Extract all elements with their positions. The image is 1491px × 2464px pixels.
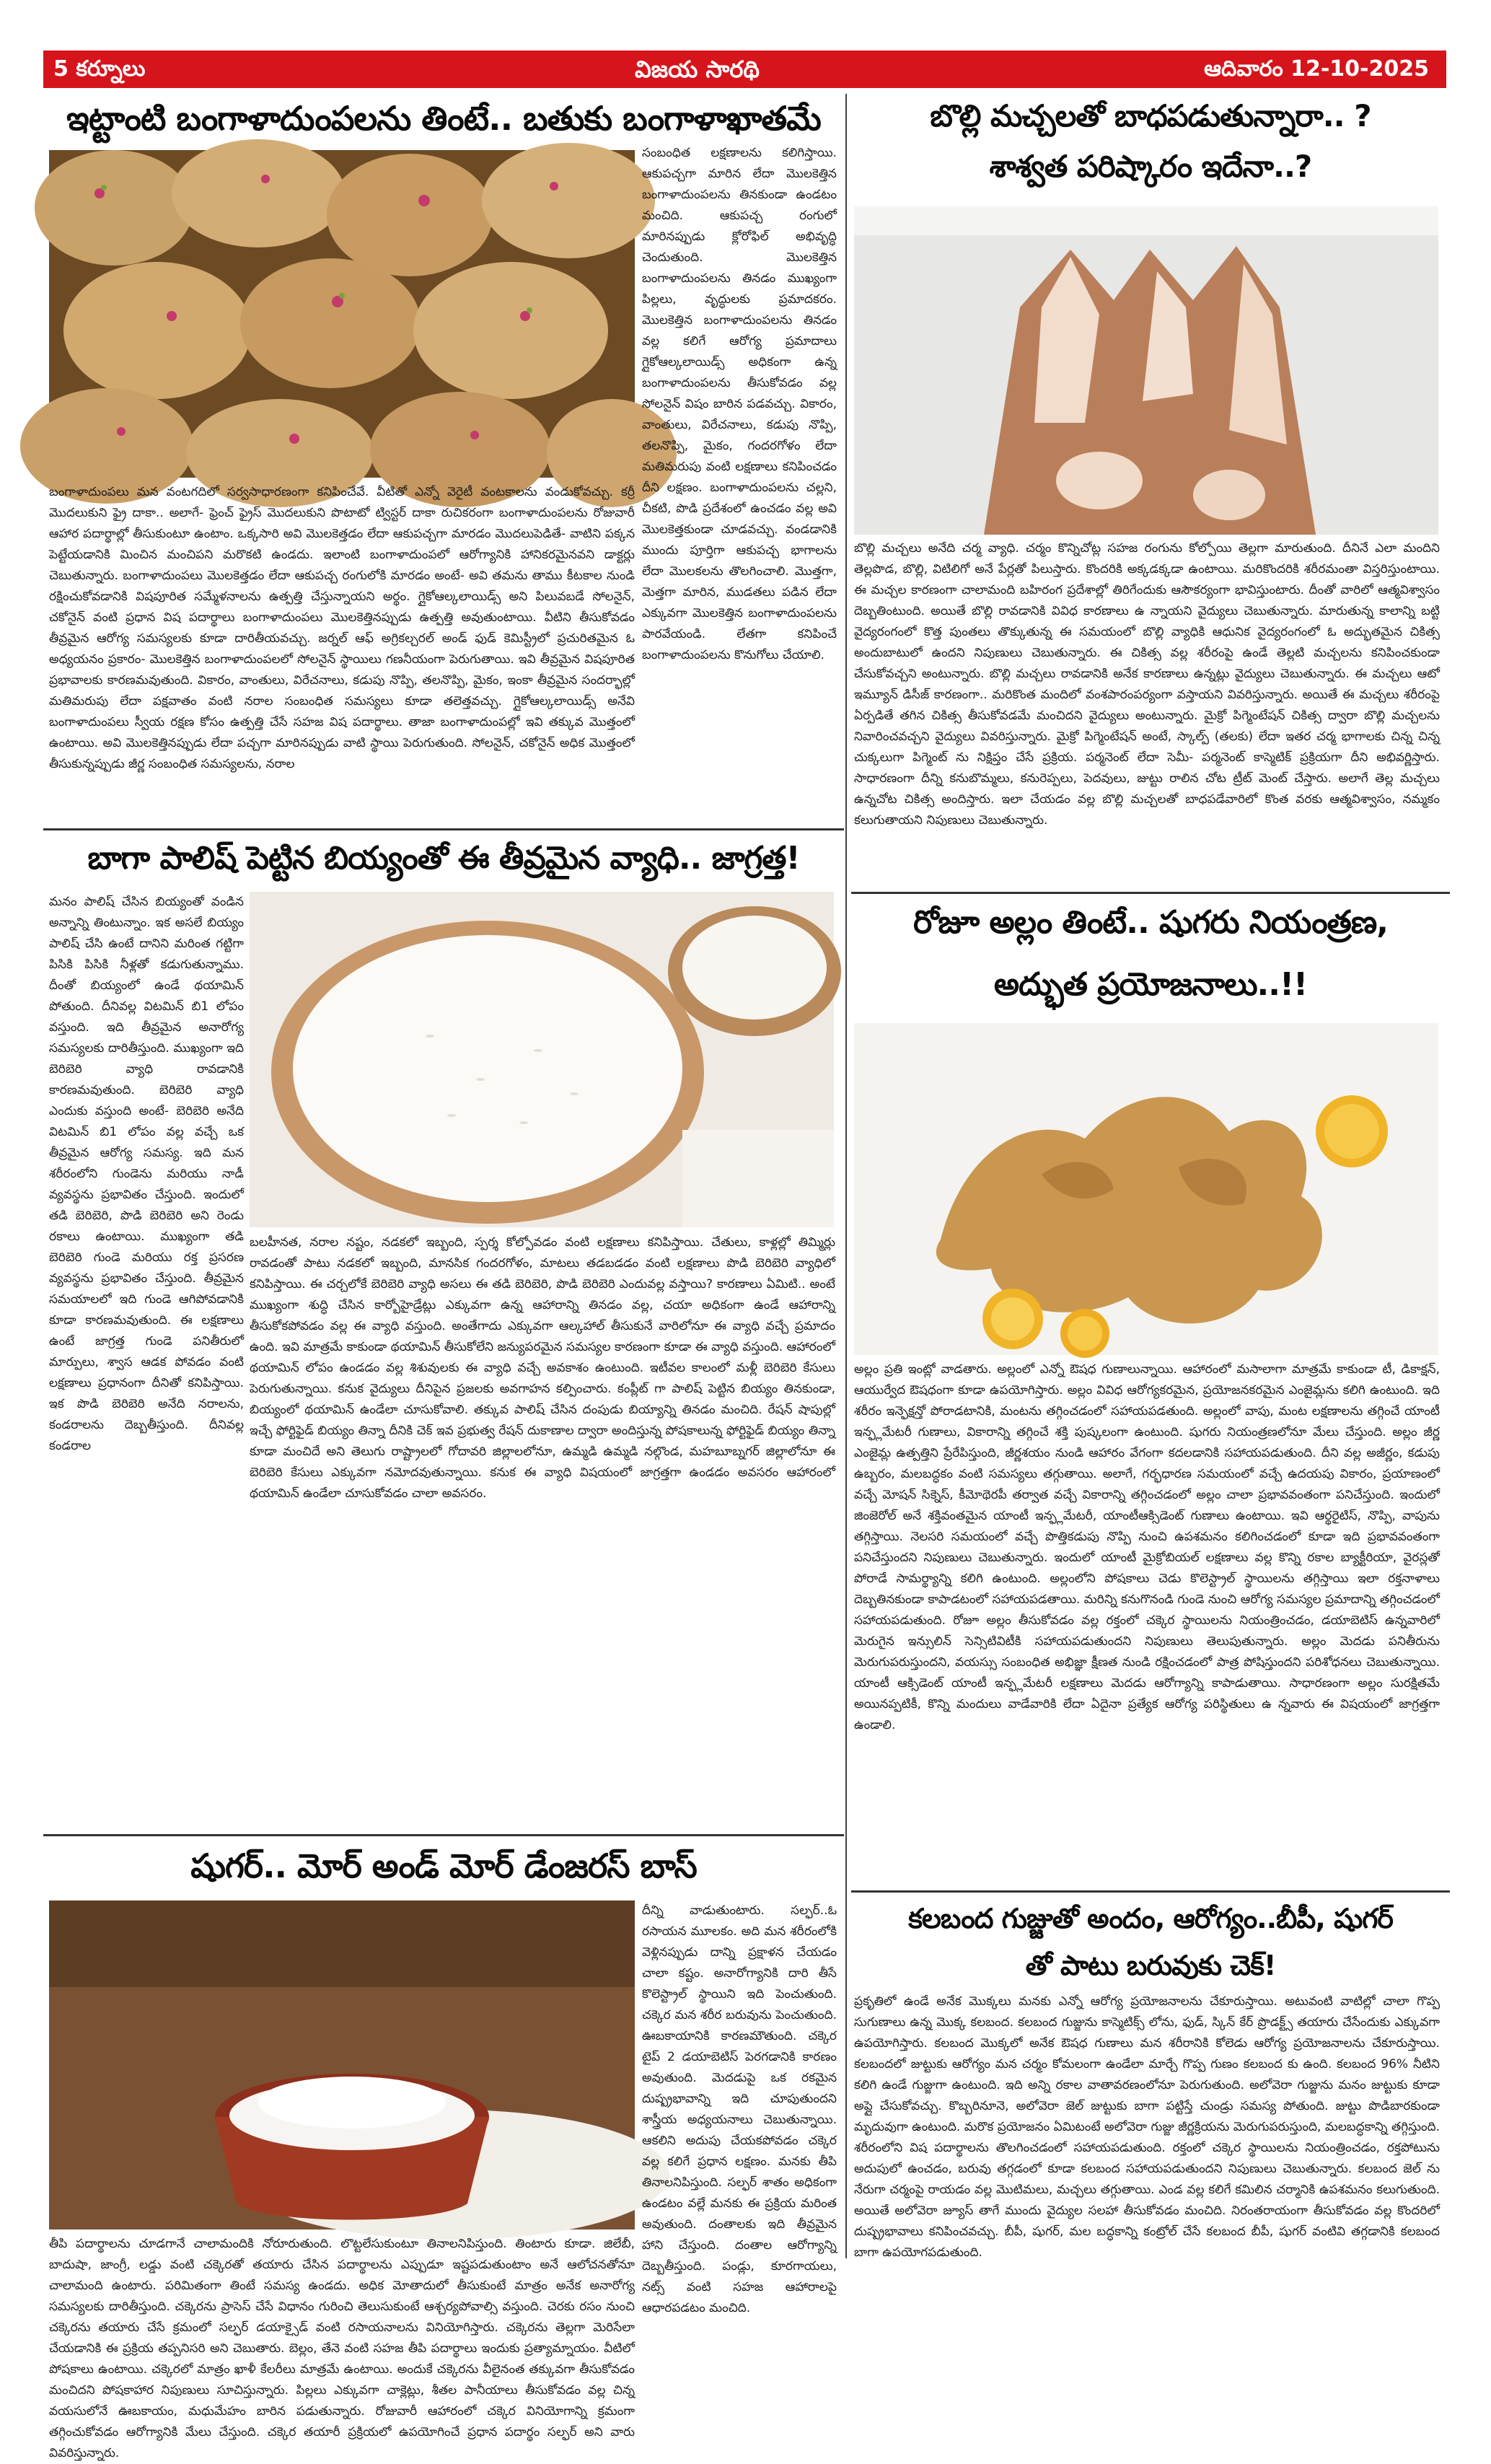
potato-side-column: సంబంధిత లక్షణాలను కలిగిస్తాయి. ఆకుపచ్చగా మారిన లేదా మొలకెత్తిన బంగాళాదుంపలను తినకుండా ఉండటం మంచిది. ఆకుపచ్చ రంగులో మారినప్పుడు క్లోరోఫిల్ అభివృద్ధి చెందుతుంది. మొలకెత్తిన బంగాళాదుంపలను తినడం ముఖ్యంగా పిల్లలు, వృద్ధులకు ప్రమాదకరం. మొలకెత్తిన బంగాళాదుంపలను తినడం వల్ల కలిగే ఆరోగ్య ప్రమాదాలు గ్లైకోఆల్కలాయిడ్స్ అధికంగా ఉన్న బంగాళాదుంపలను తీసుకోవడం వల్ల సోలనైన్ విషం బారిన పడవచ్చు. వికారం, వాంతులు, విరేచనాలు, కడుపు నొప్పి, తలనొప్పి, మైకం, గందరగోళం లేదా మతిమరుపు వంటి లక్షణాలు కనిపించడం దీని లక్షణం. బంగాళాదుంపలను చల్లని, చీకటి, పొడి ప్రదేశంలో ఉంచడం వల్ల అవి మొలకెత్తకుండా చూడవచ్చు. వండడానికి ముందు పూర్తిగా ఆకుపచ్చ భాగాలను లేదా మొలకలను తొలగించాలి. మొత్తగా, మెత్తగా మారిన, ముడతలు పడిన లేదా ఎక్కువగా మొలకెత్తిన బంగాళాదుంపలను పారవేయండి. లేతగా కనిపించే బంగాళాదుంపలను కొనుగోలు చేయాలి. — [642, 146, 837, 662]
page-label: 5 కర్నూలు — [53, 56, 146, 82]
bowl-of-white-sugar-image — [49, 1900, 635, 2230]
sugar-photo — [49, 1900, 635, 2230]
sprouted-potatoes-image — [49, 150, 635, 478]
ginger-photo — [854, 1023, 1438, 1355]
rice-left-column: మనం పాలిష్ చేసిన బియ్యంతో వండిన అన్నాన్ని తింటున్నాం. ఇక అసలే బియ్యం పాలిష్ చేసి ఉంటే దానిని మరింత గట్టిగా పిసికి పిసికి నీళ్లతో కడుగుతున్నాము. దీంతో బియ్యంలో ఉండే థయామిన్ పోతుంది. దీనివల్ల విటమిన్ బి1 లోపం వస్తుంది. ఇది తీవ్రమైన అనారోగ్య సమస్యలకు దారితీస్తుంది. ముఖ్యంగా ఇది బెరిబెరి వ్యాధి రావడానికి కారణమవుతుంది. బెరిబెరి వ్యాధి ఎందుకు వస్తుంది అంటే- బెరిబెరి అనేది విటమిన్ బి1 లోపం వల్ల వచ్చే ఒక తీవ్రమైన ఆరోగ్య సమస్య. ఇది మన శరీరంలోని గుండెను మరియు నాడీ వ్యవస్థను ప్రభావితం చేస్తుంది. ఇందులో తడి బెరిబెరి, పొడి బెరిబెరి అని రెండు రకాలు ఉంటాయి. ముఖ్యంగా తడి బెరిబెరి గుండె మరియు రక్త ప్రసరణ వ్యవస్థను ప్రభావితం చేస్తుంది. తీవ్రమైన సమయాలలో ఇది గుండె ఆగిపోవడానికి కూడా కారణమవుతుంది. ఈ లక్షణాలు ఉంటే జాగ్రత్త గుండె పనితీరులో మార్పులు, శ్వాస ఆడక పోవడం వంటి లక్షణాలు ప్రధానంగా దీనితో కనిపిస్తాయి. ఇక పొడి బెరిబెరి అనేది నరాలను, కండరాలను దెబ్బతీస్తుంది. దీనివల్ల కండరాల — [49, 895, 244, 1453]
aloe-headline-line1: కలబంద గుజ్జుతో అందం, ఆరోగ్యం..బీపీ, షుగర్ — [908, 1903, 1393, 1934]
date-line: ఆదివారం 12-10-2025 — [1204, 56, 1429, 82]
masthead-bar — [43, 51, 1446, 88]
ginger-root-image — [854, 1023, 1438, 1355]
rice-photo — [250, 892, 834, 1227]
ginger-headline-line1: రోజూ అల్లం తింటే.. షుగరు నియంత్రణ, — [913, 904, 1388, 941]
vitiligo-headline-line2: శాశ్వత పరిష్కారం ఇదేనా..? — [989, 149, 1312, 184]
sugar-side-column: దీన్ని వాడుతుంటారు. సల్ఫర్..ఓ రసాయన మూలకం. అది మన శరీరంలోకి వెళ్లినప్పుడు దాన్ని ప్రక్షాళన చేయడం చాలా కష్టం. అనారోగ్యానికి దారి తీసే కొలెస్ట్రాల్ స్థాయిని ఇది పెంచుతుంది. చక్కెర మన శరీర బరువును పెంచుతుంది. ఊబకాయానికి కారణమౌతుంది. చక్కెర టైప్ 2 డయాబెటిస్ పెరగడానికి కారణం అవుతుంది. మెదడుపై ఒక రకమైన దుష్ప్రభావాన్ని ఇది చూపుతుందని శాస్త్రీయ అధ్యయనాలు చెబుతున్నాయి. ఆకలిని అదుపు చేయకపోవడం చక్కెర వల్ల కలిగే ప్రధాన లక్షణం. మనకు తీపి తినాలనిపిస్తుంది. సల్ఫర్ శాతం అధికంగా ఉండటం వల్లే మనకు ఈ ప్రక్రియ మరింత అవుతుంది. దంతాలకు ఇది తీవ్రమైన హాని చేస్తుంది. దంతాల ఆరోగ్యాన్ని దెబ్బతీస్తుంది. పండ్లు, కూరగాయలు, నట్స్ వంటి సహజ ఆహారాలపై ఆధారపడటం మంచిది. — [642, 1903, 837, 2315]
potato-headline: ఇట్టాంటి బంగాళాదుంపలను తింటే.. బతుకు బంగాళాఖాతమే — [66, 99, 821, 138]
aloe-headline-line2: తో పాటు బరువుకు చెక్! — [1025, 1950, 1276, 1981]
rice-headline: బాగా పాలిష్ పెట్టిన బియ్యంతో ఈ తీవ్రమైన వ్యాధి.. జాగ్రత్త! — [87, 840, 800, 877]
potato-main-text: బంగాళాదుంపలు మన వంటగదిలో సర్వసాధారణంగా కనిపించేవే. వీటితో ఎన్నో వెరైటీ వంటకాలను వండుకోవచ్చు. కర్రీ మొదలుకుని ఫ్రై దాకా.. అలాగే- ఫ్రెంచ్ ఫ్రైస్ మొదలుకుని పొటాటో ట్విస్టర్ దాకా రుచికరంగా బంగాళాదుంపలను రోజువారీ ఆహార పదార్థాల్లో తీసుకుంటూ ఉంటాం. ఒక్కసారి అవి మొలకెత్తడం లేదా ఆకుపచ్చగా మారడం మొదలుపెడితే- వాటిని పక్కన పెట్టేయడానికి మించిన మంచిపని మరొకటి ఉండదు. ఇలాంటి బంగాళాదుంపలో ఆరోగ్యానికి హానికరమైనవని డాక్టర్లు చెబుతున్నారు. బంగాళాదుంపలు మొలకెత్తడం లేదా ఆకుపచ్చ రంగులోకి మారడం అంటే- అవి తమను తాము కీటకాల నుండి రక్షించుకోవడానికి విషపూరిత సమ్మేళనాలను ఉత్పత్తి చేస్తున్నాయని అర్థం. గ్లైకోఆల్కలాయిడ్స్ అని పిలువబడే సోలనైన్, చకోనైన్ వంటి ప్రధాన విష పదార్థాలు బంగాళాదుంపలు మొలకెత్తినప్పుడు ఉత్పత్తి అవుతుంటాయి. వీటిని తీసుకోవడం తీవ్రమైన ఆరోగ్య సమస్యలకు కూడా దారితీయవచ్చు. జర్నల్ ఆఫ్ అగ్రికల్చరల్ అండ్ ఫుడ్ కెమిస్ట్రీలో ప్రచురితమైన ఓ అధ్యయనం ప్రకారం- మొలకెత్తిన బంగాళాదుంపలలో సోలనైన్ స్థాయిలు గణనీయంగా పెరుగుతాయి. ఇవి తీవ్రమైన విషపూరిత ప్రభావాలకు కారణమవుతుంది. వికారం, వాంతులు, విరేచనాలు, కడుపు నొప్పి, తలనొప్పి, మైకం, ఇంకా తీవ్రమైన సందర్భాల్లో మతిమరుపు లేదా పక్షవాతం వంటి నరాల సంబంధిత సమస్యలు కూడా తలెత్తవచ్చు. గ్లైకోఆల్కలాయిడ్స్ అనేవి బంగాళాదుంపలు స్వీయ రక్షణ కోసం ఉత్పత్తి చేసే సహజ విష పదార్థాలు. తాజా బంగాళాదుంపల్లో ఇవి తక్కువ మొత్తంలో ఉంటాయి. అవి మొలకెత్తినప్పుడు లేదా పచ్చగా మారినప్పుడు వాటి స్థాయి పెరుగుతుంది. సోలనైన్, చకోనైన్ అధిక మొత్తంలో తీసుకున్నప్పుడు జీర్ణ సంబంధిత సమస్యలను, నరాల — [49, 485, 635, 771]
section-rule-ginger — [851, 892, 1450, 894]
aloe-body: ప్రకృతిలో ఉండే అనేక మొక్కలు మనకు ఎన్నో ఆరోగ్య ప్రయోజనాలను చేకూరుస్తాయి. అటువంటి వాటిల్లో చాలా గొప్ప సుగుణాలు ఉన్న మొక్క కలబంద. కలబంద గుజ్జును కాస్మెటిక్స్ లోను, ఫుడ్, స్కిన్ కేర్ ప్రొడక్ట్స్ తయారు చేసేందుకు ఎక్కువగా ఉపయోగిస్తారు. కలబంద మొక్కలో అనేక ఔషధ గుణాలు మన శరీరానికి కోలెడు ఆరోగ్య ప్రయోజనాలను చేకూరుస్తాయి. కలబందలో జుట్టుకు ఆరోగ్యం మన చర్మం కోమలంగా ఉండేలా మార్చే గొప్ప గుణం కలబంద కు ఉంది. కలబంద 96% నీటిని కలిగి ఉండే గుజ్జుగా ఉంటుంది. ఇది అన్ని రకాల వాతావరణంలోనూ పెరుగుతుంది. అలోవెరా గుజ్జును మనం జుట్టుకు కూడా అప్లై చేసుకోవచ్చు. కొబ్బరినూనె, అలోవెరా జెల్ జుట్టుకు బాగా పట్టిస్తే చుండ్రు సమస్య పోతుంది. జుట్టు పొడిబారకుండా మృదువుగా ఉంటుంది. మరొక ప్రయోజనం ఏమిటంటే అలోవెరా గుజ్జు జీర్ణక్రియను మెరుగుపరుస్తుంది, మలబద్ధకాన్ని తగ్గిస్తుంది. శరీరంలోని విష పదార్థాలను తొలగించడంలో సహాయపడుతుంది. రక్తంలో చక్కెర స్థాయిలను నియంత్రించడం, రక్తపోటును అదుపులో ఉంచడం, బరువు తగ్గడంలో కూడా కలబంద సహాయపడుతుందని నిపుణులు చెబుతున్నారు. కలబంద జెల్ ను నేరుగా చర్మంపై రాయడం వల్ల మొటిమలు, మచ్చలు తగ్గుతాయి. ఎండ వల్ల కలిగే కమిలిన చర్మానికి ఉపశమనం కలుగుతుంది. అయితే అలోవెరా జ్యూస్ తాగే ముందు వైద్యుల సలహా తీసుకోవడం మంచిది. నిరంతరాయంగా తీసుకోవడం వల్ల కొందరిలో దుష్ప్రభావాలు కనిపించవచ్చు. బీపీ, షుగర్, మల బద్ధకాన్ని కంట్రోల్ చేసే కలబంద బీపీ, షుగర్ వంటివి తగ్గడానికి కలబంద బాగా ఉపయోగపడుతుంది. — [854, 1994, 1440, 2260]
sugar-bottom-text: తీపి పదార్థాలను చూడగానే చాలామందికి నోరూరుతుంది. లొట్టలేసుకుంటూ తినాలనిపిస్తుంది. తింటారు కూడా. జిలేబీ, బాదుషా, జాంగ్రీ, లడ్డు వంటి చక్కెరతో తయారు చేసిన పదార్థాలను ఎప్పుడూ ఇష్టపడుతుంటాం అనే ఆలోచనతోనూ చాలామంది ఉంటారు. పరిమితంగా తింటే సమస్య ఉండదు. అధిక మోతాదులో తీసుకుంటే మాత్రం అనేక అనారోగ్య సమస్యలకు దారితీస్తుంది. చక్కెరను ప్రాసెస్ చేసే విధానం గురించి తెలుసుకుంటే ఆశ్చర్యపోవాల్సి వస్తుంది. చెరకు రసం నుంచి చక్కెరను తయారు చేసే క్రమంలో సల్ఫర్ డయాక్సైడ్ వంటి రసాయనాలను వినియోగిస్తారు. చక్కెరను తెల్లగా మెరిసేలా చేయడానికి ఈ ప్రక్రియ తప్పనిసరి అని చెబుతారు. బెల్లం, తేనె వంటి సహజ తీపి పదార్థాలు ఇందుకు ప్రత్యామ్నాయం. వీటిలో పోషకాలు ఉంటాయి. చక్కెరలో మాత్రం ఖాళీ కేలరీలు మాత్రమే ఉంటాయి. అందుకే చక్కెరను వీలైనంత తక్కువగా తీసుకోవడం మంచిదని పోషకాహార నిపుణులు సూచిస్తున్నారు. పిల్లలు ఎక్కువగా చాక్లెట్లు, శీతల పానీయాలు తీసుకోవడం వల్ల చిన్న వయసులోనే ఊబకాయం, మధుమేహం బారిన పడుతున్నారు. రోజువారీ ఆహారంలో చక్కెర వినియోగాన్ని క్రమంగా తగ్గించుకోవడం ఆరోగ్యానికి మేలు చేస్తుంది. చక్కెర తయారీ ప్రక్రియలో ఉపయోగించే ప్రధాన పదార్థం సల్ఫర్ అని వారు వివరిస్తున్నారు. — [49, 2237, 635, 2460]
vitiligo-headline-line1: బొల్లి మచ్చలతో బాధపడుతున్నారా.. ? — [930, 98, 1371, 133]
paper-name: విజయ సారథి — [635, 56, 760, 83]
potato-photo — [49, 150, 635, 478]
polished-white-rice-image — [250, 892, 834, 1227]
vitiligo-body: బొల్లి మచ్చలు అనేది చర్మ వ్యాధి. చర్మం కొన్నిచోట్ల సహజ రంగును కోల్పోయి తెల్లగా మారుతుంది. దీనినే ఎలా మందిని తెల్లపొడ, బొల్లి, విటిలిగో అనే పేర్లతో పిలుస్తారు. కొందరికి అక్కడక్కడా ఉంటాయి. మరికొందరికి శరీరమంతా విస్తరిస్తుంటాయి. ఈ మచ్చల కారణంగా చాలామంది బహిరంగ ప్రదేశాల్లో తిరిగేందుకు ఆసౌకర్యంగా భావిస్తుంటారు. దీంతో వారిలో ఆత్మవిశ్వాసం దెబ్బతింటుంది. అయితే బొల్లి రావడానికి వివిధ కారణాలు ఉ న్నాయని వైద్యులు చెబుతున్నారు. మారుతున్న కాలాన్ని బట్టి వైద్యరంగంలో కొత్త పుంతలు తొక్కుతున్న ఈ సమయంలో బొల్లి వ్యాధికి ఆధునిక వైద్యరంగంలో ఓ అద్భుతమైన చికిత్స అందుబాటులో ఉందని నిపుణులు చెబుతున్నారు. ఈ చికిత్స వల్ల శరీరంపై ఉండే తెల్లటి మచ్చలను కనిపించకుండా చేసుకోవచ్చని అంటున్నారు. బొల్లి మచ్చలు రావడానికి అనేక కారణాలు ఉన్నట్లు వైద్యులు చెబుతున్నారు. ఈ మచ్చలు ఆటో ఇమ్యూన్ డిసీజ్ కారణంగా.. మరికొంత మందిలో వంశపారంపర్యంగా వస్తాయని వివరిస్తున్నారు. అయితే ఈ మచ్చలు శరీరంపై ఏర్పడితే తగిన చికిత్స తీసుకోవడమే మంచిదని వైద్యులు అంటున్నారు. మైక్రో పిగ్మెంటేషన్ చికిత్స ద్వారా బొల్లి మచ్చలను నివారించవచ్చని వైద్యులు వివరిస్తున్నారు. మైక్రో పిగ్మెంటేషన్ అంటే, స్కాల్ప్ (తలకు) లేదా ఇతర చర్మ భాగాలకు చిన్న చిన్న చుక్కలుగా పిగ్మెంట్ ను నిక్షిప్తం చేసే ప్రక్రియ. పర్మనెంట్ లేదా సెమీ- పర్మనెంట్ కాస్మెటిక్ ప్రక్రియగా దీని అభివర్ణిస్తారు. సాధారణంగా దీన్ని కనుబొమ్మలు, కనురెప్పలు, పెదవులు, జుట్టు రాలిన చోట ట్రీట్ మెంట్ చేస్తారు. అలాగే తెల్ల మచ్చలు ఉన్నచోట చికిత్స అందిస్తారు. ఇలా చేయడం వల్ల బొల్లి మచ్చలతో బాధపడేవారిలో కొంత వరకు ఆత్మవిశ్వాసం, నమ్మకం కలుగుతాయని నిపుణులు చెబుతున్నారు. — [854, 541, 1440, 828]
section-rule-rice — [43, 828, 844, 830]
section-rule-sugar — [43, 1834, 844, 1836]
ginger-body: అల్లం ప్రతి ఇంట్లో వాడతారు. అల్లంలో ఎన్నో ఔషధ గుణాలున్నాయి. ఆహారంలో మసాలాగా మాత్రమే కాకుండా టీ, డికాక్షన్, ఆయుర్వేద ఔషధంగా కూడా ఉపయోగిస్తారు. అల్లం వివిధ ఆరోగ్యకరమైన, ప్రయోజనకరమైన ఎంజైమ్లను కలిగి ఉంటుంది. ఇది శరీరం ఇన్ఫెక్షన్తో పోరాడటానికి, మంటను తగ్గించడంలో సహాయపడతుంది. అల్లంలో వాపు, మంట లక్షణాలను తగ్గించే యాంటీ ఇన్ఫ్లమేటరీ గుణాలు, వికారాన్ని తగ్గించే శక్తి పుష్కలంగా ఉంటుంది. షుగరు నియంత్రణలోనూ మేలు చేస్తుంది. అల్లం జీర్ణ ఎంజైమ్ల ఉత్పత్తిని ప్రేరేపిస్తుంది, జీర్ణశయం నుండి ఆహారం వేగంగా కదలడానికి సహాయపడుతుంది. దీని వల్ల అజీర్ణం, కడుపు ఉబ్బరం, మలబద్ధకం వంటి సమస్యలు తగ్గుతాయి. అలాగే, గర్భధారణ సమయంలో వచ్చే ఉదయపు వికారం, ప్రయాణంలో వచ్చే మోషన్ సిక్నెస్, కీమోథెరపీ తర్వాత వచ్చే వికారాన్ని తగ్గించడంలో అల్లం చాలా ప్రభావవంతంగా పనిచేస్తుంది. ఇందులో జింజెరోల్ అనే శక్తివంతమైన యాంటీ ఇన్ఫ్లమేటరీ, యాంటీఆక్సిడెంట్ గుణాలు ఉంటాయి. ఇవి ఆర్థరైటిస్, నొప్పి, వాపును తగ్గిస్తాయి. నెలసరి సమయంలో వచ్చే పొత్తికడుపు నొప్పి నుంచి ఉపశమనం కలిగించడంలో కూడా ఇది ప్రభావవంతంగా పనిచేస్తుందని నిపుణులు చెబుతున్నారు. ఇందులో యాంటీ మైక్రోబియల్ లక్షణాలు వల్ల కొన్ని రకాల బ్యాక్టీరియా, వైరస్లతో పోరాడే సామర్థ్యాన్ని కలిగి ఉంటుంది. అల్లంలోని పోషకాలు చెడు కొలెస్ట్రాల్ స్థాయిలను తగ్గిస్తాయి ఇలా రక్తనాళాలు దెబ్బతినకుండా కాపాడటంలో సహాయపడతాయి. మరిన్ని కనుగొనండి గుండె నుంచి ఆరోగ్య సమస్యల ప్రమాదాన్ని తగ్గించడంలో సహాయపడుతుంది. రోజూ అల్లం తీసుకోవడం వల్ల రక్తంలో చక్కెర స్థాయిలను నియంత్రించడం, డయాబెటిస్ ఉన్నవారిలో మెరుగైన ఇన్సులిన్ సెన్సిటివిటీకి సహాయపడుతుందని నిపుణులు తెలుపుతున్నారు. అల్లం మెదడు పనితీరును మెరుగుపరుస్తుందని, వయస్సు సంబంధిత అభిజ్ఞా క్షీణత నుండి రక్షించడంలో పాత్ర పోషిస్తుందని పరిశోధనలు చెబుతున్నాయి. యాంటీ ఆక్సిడెంట్ యాంటీ ఇన్ఫ్లమేటరీ లక్షణాలు మెదడు ఆరోగ్యాన్ని కాపాడుతాయి. సాధారణంగా అల్లం సురక్షితమే అయినప్పటికీ, కొన్ని మందులు వాడేవారికి లేదా ఏదైనా ప్రత్యేక ఆరోగ్య పరిస్థితులు ఉ న్నవారు ఈ విషయంలో జాగ్రత్తగా ఉండాలి. — [854, 1362, 1440, 1732]
ginger-headline-line2: అద్భుత ప్రయోజనాలు..!! — [993, 966, 1308, 1003]
vitiligo-photo — [854, 206, 1438, 535]
section-rule-aloe — [851, 1890, 1450, 1893]
rice-bottom-text: బలహీనత, నరాల నష్టం, నడకలో ఇబ్బంది, స్పర్శ కోల్పోవడం వంటి లక్షణాలు కనిపిస్తాయి. చేతులు, కాళ్లల్లో తిమ్మిర్లు రావడంతో పాటు నడకలో ఇబ్బంది, మానసిక గందరగోళం, మాటలు తడబడడం వంటి లక్షణాలు పొడి బెరిబెరి వ్యాధిలో కనిపిస్తాయి. ఈ చర్చలోకే బెరిబెరి వ్యాధి అసలు ఈ తడి బెరిబెరి, పొడి బెరిబెరి ఎందువల్ల వస్తాయి? కారణాలు ఏమిటి.. అంటే ముఖ్యంగా శుద్ధి చేసిన కార్బోహైడ్రేట్లు ఎక్కువగా ఉన్న ఆహారాన్ని తినడం వల్ల, చయా అధికంగా ఉండే ఆహారాన్ని తీసుకోకపోవడం వల్ల ఈ వ్యాధి వస్తుంది. అంతేగాదు ఎక్కువగా ఆల్కహాల్ తీసుకునే వారిలోనూ ఈ వ్యాధి వచ్చే ప్రమాదం ఉంది. ఇవి మాత్రమే కాకుండా థయామిన్ తీసుకోలేని జన్యుపరమైన సమస్యల కారణంగా కూడా ఈ వ్యాధి వస్తుంది. ఆహారంలో థయామిన్ లోపం ఉండడం వల్ల శిశువులకు ఈ వ్యాధి వచ్చే అవకాశం ఉంటుంది. ఇటీవల కాలంలో మళ్లీ బెరిబెరి కేసులు పెరుగుతున్నాయి. కనుక వైద్యులు దీనిపైన ప్రజలకు అవగాహన కల్పించారు. కంప్లీట్ గా పాలిష్ పెట్టిన బియ్యం తినకుండా, బియ్యంలో థయామిన్ ఉండేలా చూసుకోవాలి. తక్కువ పాలిష్ చేసిన దంపుడు బియ్యాన్ని తినడం మంచిది. రేషన్ షాపుల్లో ఇచ్చే ఫోర్టిఫైడ్ బియ్యం తిన్నా దీనికి చెక్ ఇవ ప్రభుత్వ రేషన్ దుకాణాల ద్వారా అందిస్తున్న పోషకాలున్న ఫోర్టిఫైడ్ బియ్యం తిన్నా కూడా మంచిదే అని తెలుగు రాష్ట్రాలలో గోదావరి జిల్లాలలోనూ, ఉమ్మడి ఉమ్మడి నల్గొండ, మహబూబ్నగర్ జిల్లాలోనూ ఈ బెరిబెరి కేసులు ఎక్కువగా నమోదవుతున్నాయి. కనుక ఈ వ్యాధి విషయంలో జాగ్రత్తగా ఉండడం అవసరం ఆహారంలో థయామిన్ ఉండేలా చూసుకోవడం చాలా అవసరం. — [250, 1235, 835, 1501]
column-divider — [845, 94, 847, 2258]
sugar-headline: షుగర్.. మోర్ అండ్ మోర్ డేంజరస్ బాస్ — [190, 1846, 697, 1885]
hands-with-vitiligo-image — [854, 206, 1438, 535]
